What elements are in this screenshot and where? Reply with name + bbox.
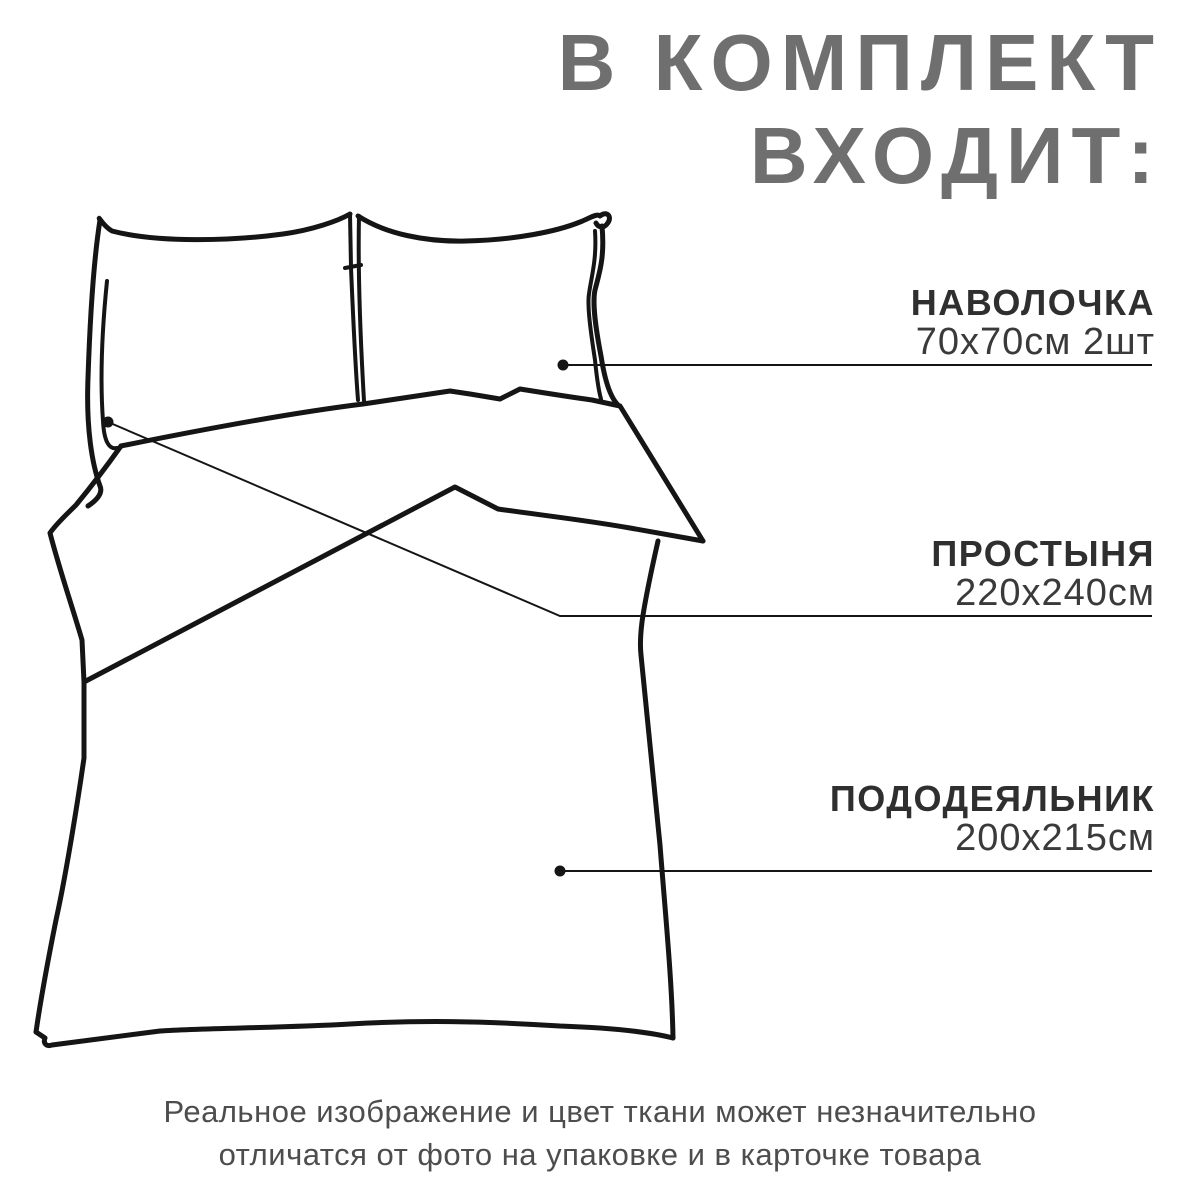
label-pillowcase-name: НАВОЛОЧКА (910, 282, 1155, 323)
pillow-right (358, 214, 618, 405)
page-title-line2: ВХОДИТ: (749, 111, 1162, 200)
callout-duvet (555, 866, 1153, 877)
disclaimer-line2: отличатся от фото на упаковке и в карточке товара (218, 1137, 982, 1172)
label-sheet-name: ПРОСТЫНЯ (931, 533, 1155, 574)
label-pillowcase-size: 70х70см 2шт (915, 321, 1155, 363)
disclaimer-line1: Реальное изображение и цвет ткани может незначительно (163, 1094, 1037, 1129)
disclaimer (0, 1090, 1200, 1176)
duvet-drawing (36, 487, 703, 1046)
label-duvet-cover-name: ПОДОДЕЯЛЬНИК (829, 778, 1155, 819)
label-pillowcase (911, 283, 1155, 363)
label-duvet-cover (830, 779, 1155, 859)
page-title-line1: В КОМПЛЕКТ (557, 18, 1162, 107)
sheet-drawing (50, 389, 703, 682)
label-sheet (931, 534, 1155, 614)
pillow-left (88, 214, 350, 506)
label-sheet-size: 220х240см (955, 572, 1155, 614)
pillow-divider (345, 214, 364, 401)
label-duvet-cover-size: 200х215см (955, 817, 1155, 859)
